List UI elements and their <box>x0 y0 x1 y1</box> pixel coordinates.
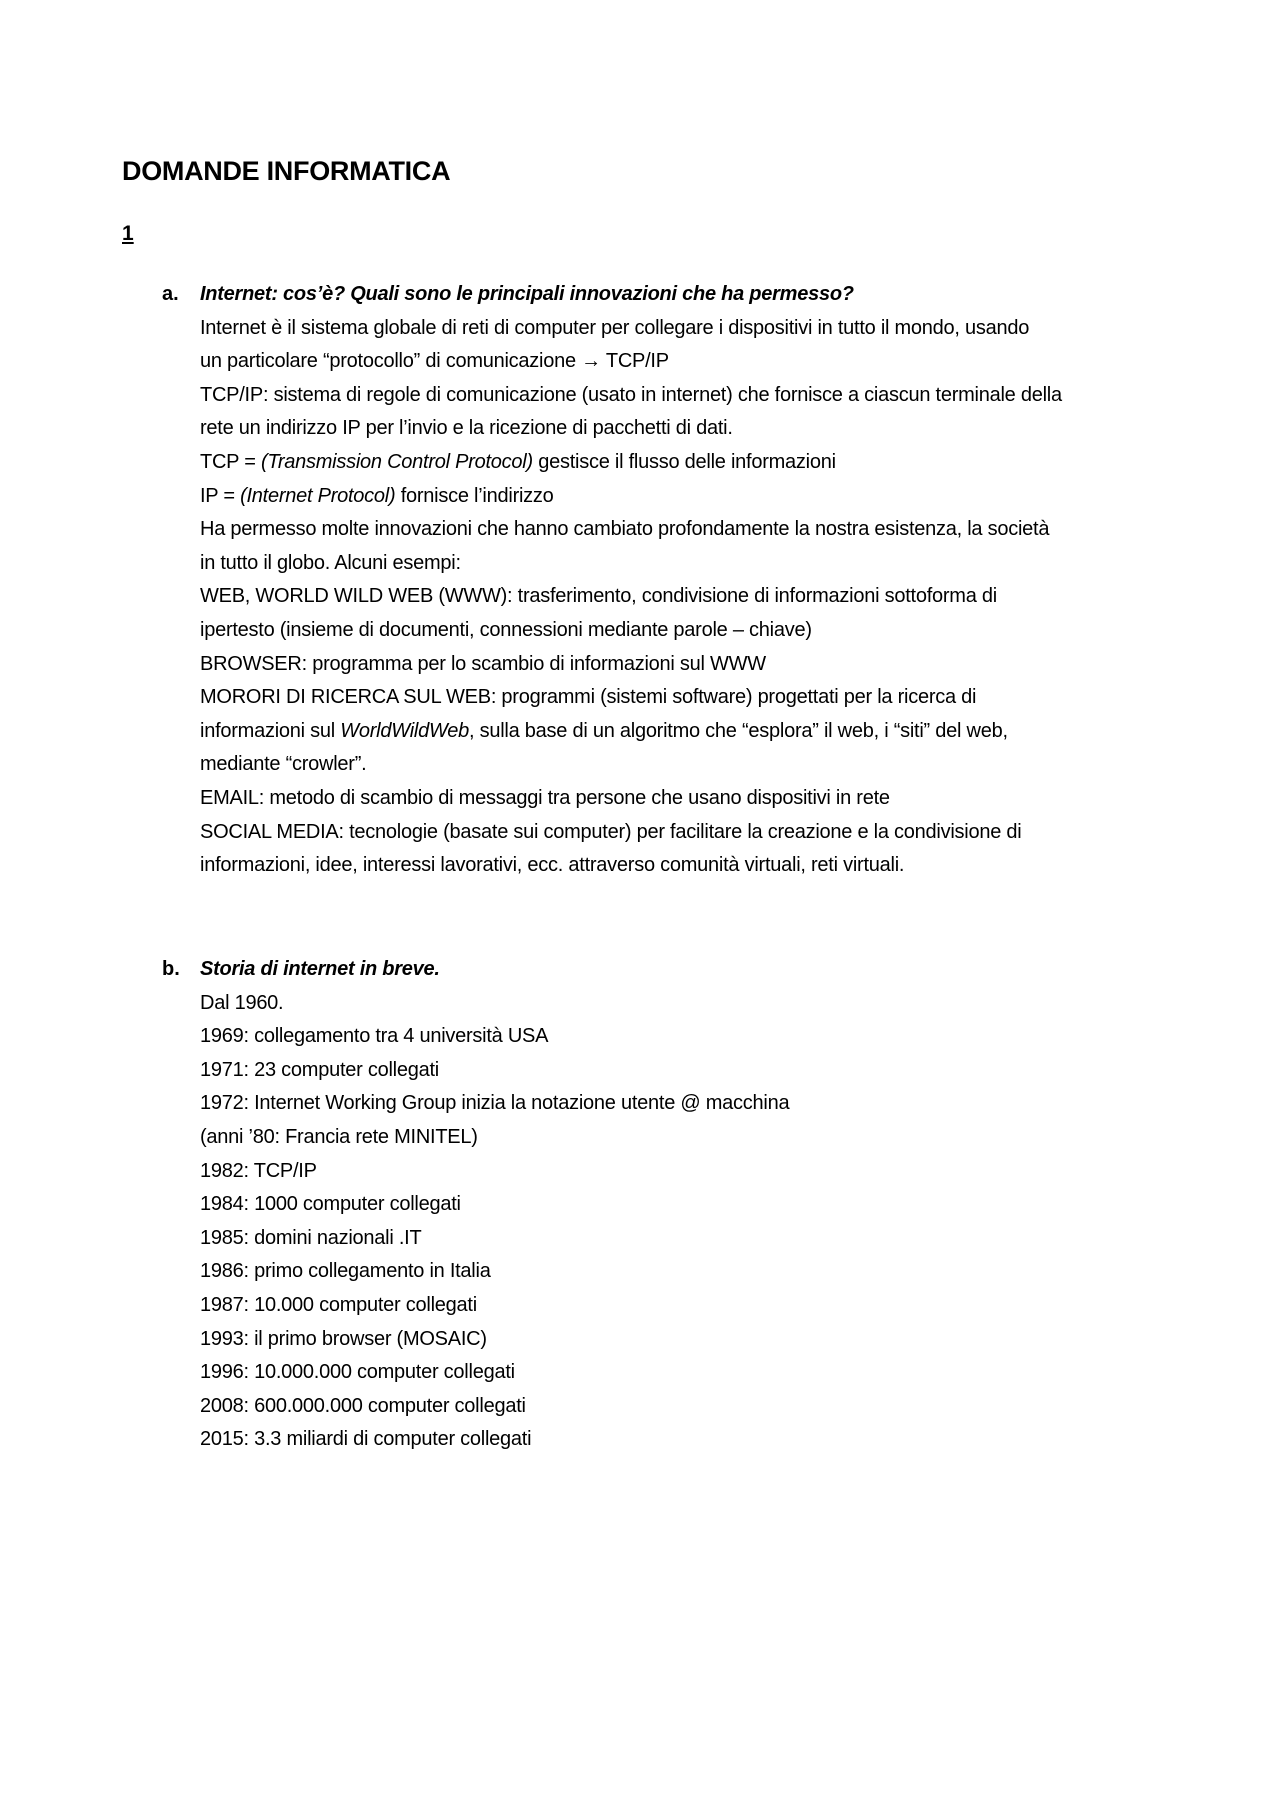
answer-line: TCP = (Transmission Control Protocol) gestisce il flusso delle informazioni <box>200 450 836 473</box>
timeline-line: 1971: 23 computer collegati <box>200 1058 439 1081</box>
timeline-line: 1986: primo collegamento in Italia <box>200 1260 491 1283</box>
answer-line: Ha permesso molte innovazioni che hanno cambiato profondamente la nostra esistenza, la società <box>200 518 1050 541</box>
question-a <box>162 278 1172 883</box>
answer-line: IP = (Internet Protocol) fornisce l’indirizzo <box>200 484 554 507</box>
timeline-line: 1972: Internet Working Group inizia la notazione utente @ macchina <box>200 1092 790 1115</box>
answer-line: BROWSER: programma per lo scambio di informazioni sul WWW <box>200 652 766 675</box>
question-letter: b. <box>162 958 180 980</box>
question-letter: a. <box>162 283 179 305</box>
question-title: Storia di internet in breve. <box>200 958 440 980</box>
timeline-line: 2015: 3.3 miliardi di computer collegati <box>200 1428 532 1451</box>
question-b <box>162 953 1172 1457</box>
answer-line: Internet è il sistema globale di reti di computer per collegare i dispositivi in tutto il mondo, usando <box>200 316 1030 339</box>
timeline-line: Dal 1960. <box>200 991 284 1014</box>
timeline-line: 1985: domini nazionali .IT <box>200 1226 422 1249</box>
answer-line: EMAIL: metodo di scambio di messaggi tra persone che usano dispositivi in rete <box>200 786 890 809</box>
answer-line: WEB, WORLD WILD WEB (WWW): trasferimento, condivisione di informazioni sottoforma di <box>200 585 997 608</box>
answer-line: informazioni, idee, interessi lavorativi, ecc. attraverso comunità virtuali, reti virtuali. <box>200 854 905 877</box>
answer-line: SOCIAL MEDIA: tecnologie (basate sui computer) per facilitare la creazione e la condivisione di <box>200 820 1022 843</box>
answer-line: mediante “crowler”. <box>200 753 367 776</box>
timeline-line: 1982: TCP/IP <box>200 1159 317 1182</box>
timeline-line: 1993: il primo browser (MOSAIC) <box>200 1327 487 1350</box>
timeline-line: 1969: collegamento tra 4 università USA <box>200 1025 549 1048</box>
timeline-line: 1996: 10.000.000 computer collegati <box>200 1361 515 1384</box>
answer-line: rete un indirizzo IP per l’invio e la ricezione di pacchetti di dati. <box>200 417 733 440</box>
answer-line: in tutto il globo. Alcuni esempi: <box>200 551 461 574</box>
answer-line: TCP/IP: sistema di regole di comunicazione (usato in internet) che fornisce a ciascun terminale della <box>200 383 1062 406</box>
answer-line: informazioni sul WorldWildWeb, sulla base di un algoritmo che “esplora” il web, i “siti” del web, <box>200 719 1008 742</box>
answer-line: MORORI DI RICERCA SUL WEB: programmi (sistemi software) progettati per la ricerca di <box>200 686 977 709</box>
answer-line: ipertesto (insieme di documenti, connessioni mediante parole – chiave) <box>200 618 812 641</box>
question-body <box>200 278 1172 883</box>
document-title: DOMANDE INFORMATICA <box>122 156 451 186</box>
answer-line: un particolare “protocollo” di comunicazione → TCP/IP <box>200 350 669 373</box>
timeline-line: 1987: 10.000 computer collegati <box>200 1293 477 1316</box>
question-title: Internet: cos’è? Quali sono le principali innovazioni che ha permesso? <box>200 283 854 305</box>
timeline-line: 1984: 1000 computer collegati <box>200 1193 461 1216</box>
question-body <box>200 953 1172 1457</box>
arrow-right-icon: → <box>581 350 601 373</box>
timeline-line: 2008: 600.000.000 computer collegati <box>200 1394 526 1417</box>
timeline-line: (anni ’80: Francia rete MINITEL) <box>200 1125 478 1148</box>
section-number: 1 <box>122 222 134 245</box>
